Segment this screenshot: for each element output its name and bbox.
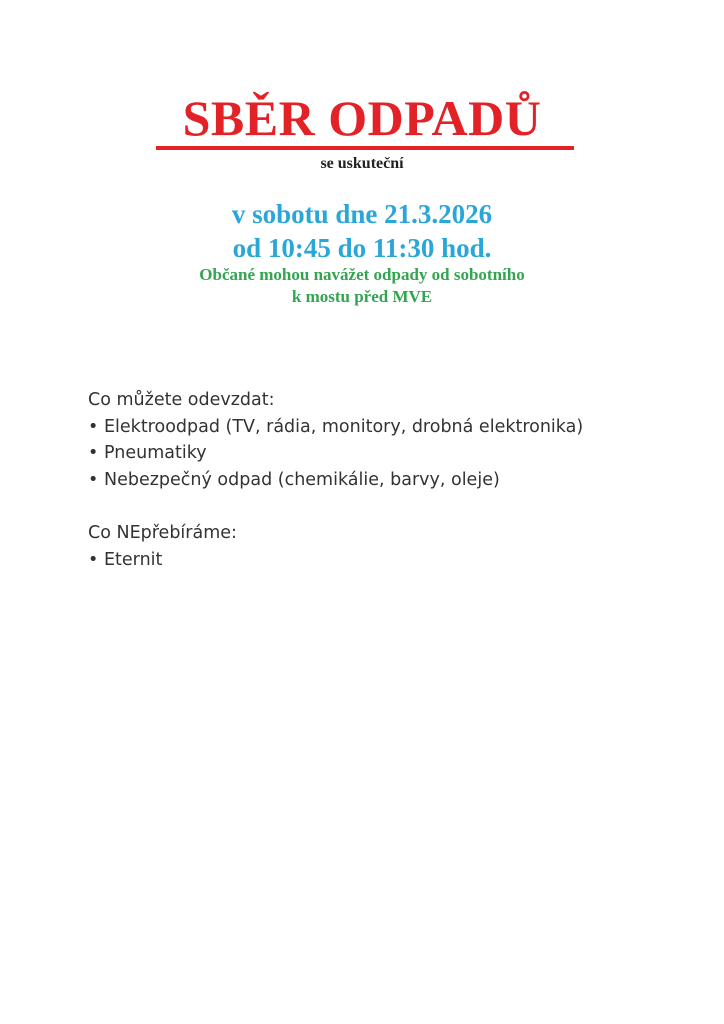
list-item (88, 547, 688, 574)
accepted-item-hazardous: Nebezpečný odpad (chemikálie, barvy, oleje) (104, 469, 500, 490)
page-title: SBĚR ODPADŮ (182, 90, 542, 146)
list-item (88, 414, 688, 441)
note-line-2: k mostu před MVE (291, 287, 433, 306)
title-underline (156, 146, 574, 150)
note-line-1: Občané mohou navážet odpady od sobotního (199, 265, 525, 284)
list-item (88, 467, 688, 494)
event-date: v sobotu dne 21.3.2026 (231, 199, 493, 229)
bullet-icon: • (88, 549, 99, 570)
bullet-icon: • (88, 416, 99, 437)
bullet-icon: • (88, 469, 99, 490)
accepted-item-tires: Pneumatiky (104, 443, 207, 463)
event-time: od 10:45 do 11:30 hod. (232, 233, 492, 263)
list-item (88, 440, 688, 467)
accepted-section (88, 387, 688, 493)
rejected-heading: Co NEpřebíráme: (88, 523, 237, 543)
accepted-heading: Co můžete odevzdat: (88, 390, 275, 410)
bullet-icon: • (88, 443, 99, 463)
subtitle: se uskuteční (320, 155, 404, 172)
accepted-item-electronics: Elektroodpad (TV, rádia, monitory, drobná elektronika) (104, 416, 584, 437)
rejected-section (88, 520, 688, 573)
rejected-item-eternit: Eternit (104, 549, 163, 570)
